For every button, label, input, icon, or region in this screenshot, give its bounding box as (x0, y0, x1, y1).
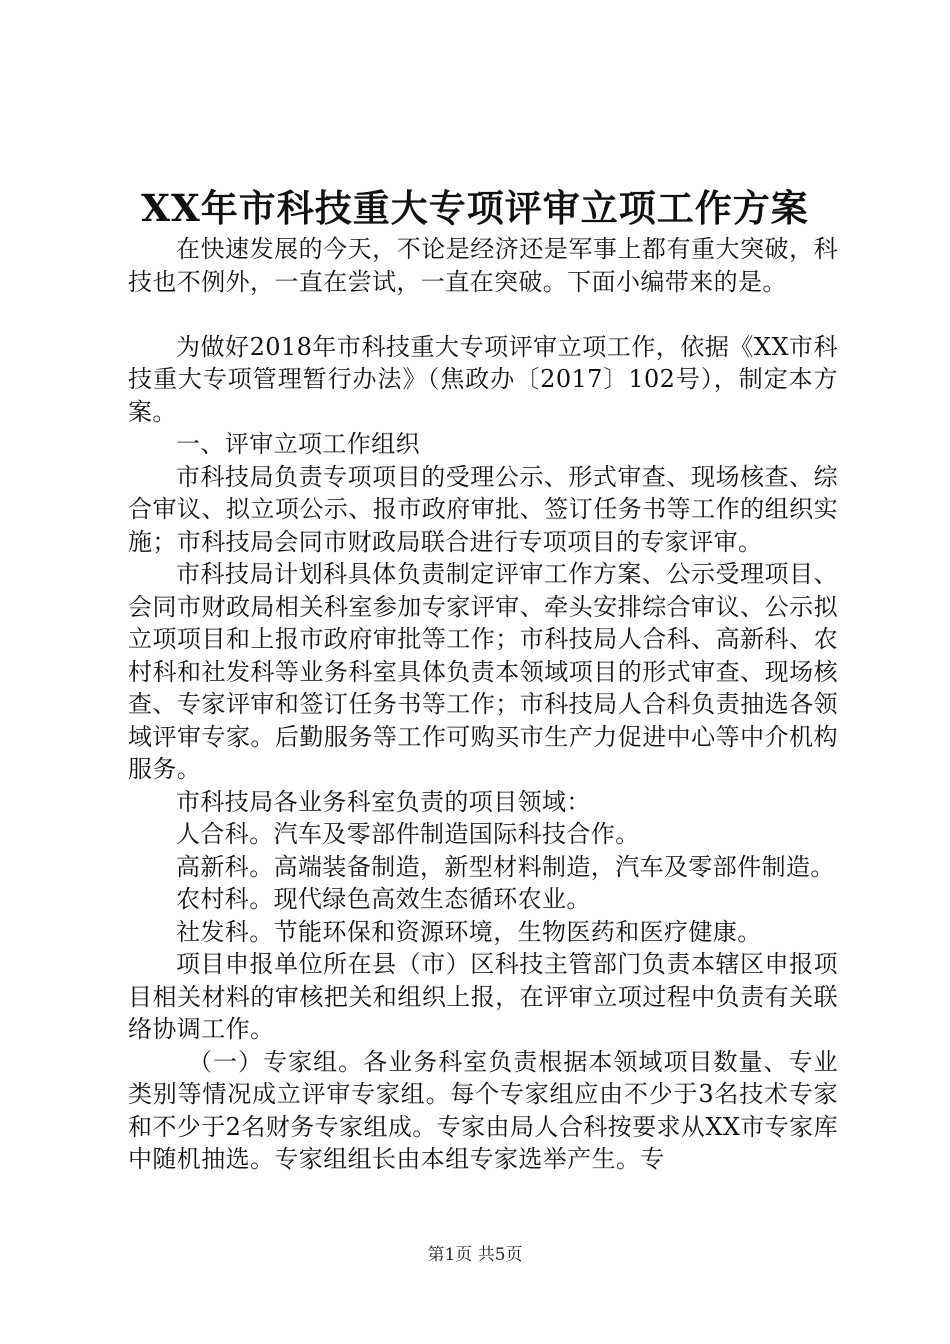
paragraph: 社发科。节能环保和资源环境，生物医药和医疗健康。 (176, 917, 762, 946)
intro-paragraph: 在快速发展的今天，不论是经济还是军事上都有重大突破，科技也不例外，一直在尝试，一直在突破。下面小编带来的是。 (128, 235, 838, 296)
paragraph: 农村科。现代绿色高效生态循环农业。 (176, 885, 591, 913)
paragraph: 项目申报单位所在县（市）区科技主管部门负责本辖区申报项目相关材料的审核把关和组织上报，在评审立项过程中负责有关联络协调工作。 (128, 950, 838, 1043)
paragraph: 市科技局各业务科室负责的项目领域： (176, 787, 591, 816)
paragraph: 市科技局负责专项项目的受理公示、形式审查、现场核查、综合审议、拟立项公示、报市政府审批、签订任务书等工作的组织实施；市科技局会同市财政局联合进行专项项目的专家评审。 (128, 462, 838, 556)
paragraph: 高新科。高端装备制造，新型材料制造，汽车及零部件制造。 (176, 852, 835, 881)
document-body (128, 233, 838, 1176)
paragraph-purpose: 为做好2018年市科技重大专项评审立项工作，依据《XX市科技重大专项管理暂行办法》（焦政办〔2017〕102号），制定本方案。 (128, 332, 838, 426)
page-footer: 第1页 共5页 (427, 1245, 523, 1265)
paragraph: 人合科。汽车及零部件制造国际科技合作。 (176, 820, 640, 848)
section-heading: 一、评审立项工作组织 (176, 430, 420, 458)
document-title: XX年市科技重大专项评审立项工作方案 (141, 186, 809, 230)
paragraph: 市科技局计划科具体负责制定评审工作方案、公示受理项目、会同市财政局相关科室参加专家评审、牵头安排综合审议、公示拟立项项目和上报市政府审批等工作；市科技局人合科、高新科、农村科和社发科等业务科室具体负责本领域项目的形式审查、现场核查、专家评审和签订任务书等工作；市科技局人合科负责抽选各领域评审专家。后勤服务等工作可购买市生产力促进中心等中介机构服务。 (128, 560, 838, 783)
paragraph: （一）专家组。各业务科室负责根据本领域项目数量、专业类别等情况成立评审专家组。每个专家组应由不少于3名技术专家和不少于2名财务专家组成。专家由局人合科按要求从XX市专家库中随机抽选。专家组组长由本组专家选举产生。专 (128, 1047, 838, 1173)
